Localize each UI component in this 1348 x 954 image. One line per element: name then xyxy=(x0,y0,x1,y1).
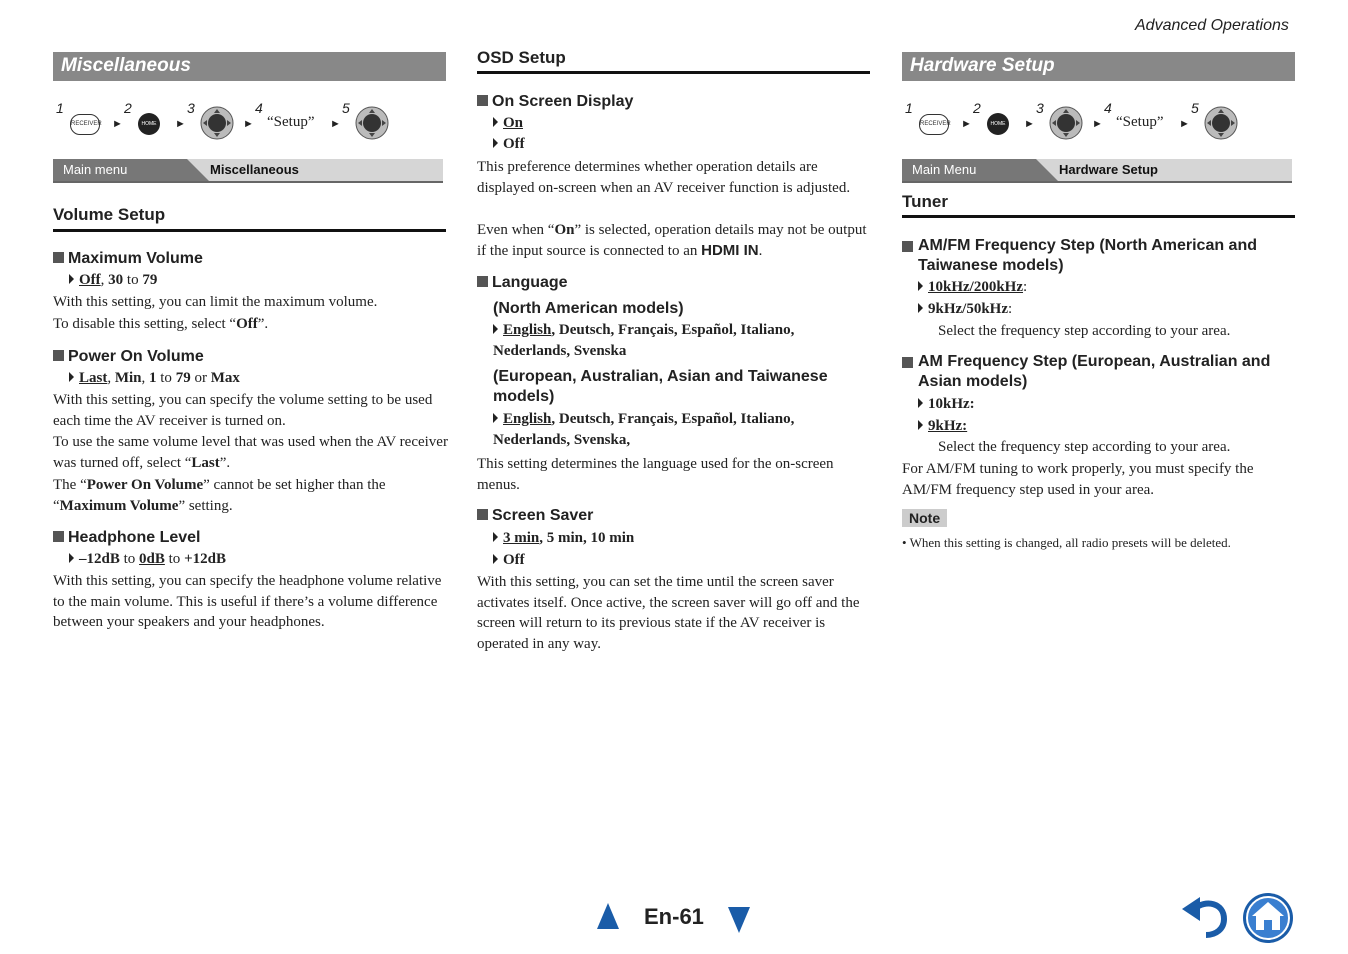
setting-heading: AM/FM Frequency Step (North American and Taiwanese models) xyxy=(902,236,1294,276)
section-title-bar xyxy=(902,52,1295,81)
model-group-heading: (European, Australian, Asian and Taiwanese models) xyxy=(493,368,828,405)
setting-heading: Power On Volume xyxy=(53,347,204,367)
home-button-icon: HOME xyxy=(138,113,160,135)
setting-heading: Language xyxy=(477,273,568,293)
setting-options: 3 min, 5 min, 10 min xyxy=(493,528,634,549)
setting-description: To disable this setting, select “Off”. xyxy=(53,316,269,332)
navigation-steps xyxy=(902,100,1295,144)
step-number: 4 xyxy=(1104,100,1112,116)
setting-options: Last, Min, 1 to 79 or Max xyxy=(69,368,240,389)
subsection-title: Tuner xyxy=(902,192,948,211)
subsection-title: Volume Setup xyxy=(53,205,166,224)
setting-description: This setting determines the language used for the on-screen menus. xyxy=(477,456,834,493)
arrow-icon: ► xyxy=(175,118,186,130)
setting-option: 9kHz/50kHz: xyxy=(918,299,1012,320)
setting-description: With this setting, you can set the time until the screen saver activates itself. Once active, the screen saver will go off and the screen will return to its previous state if the AV receiver is operated in any way. xyxy=(477,574,860,652)
dpad-icon xyxy=(355,106,389,140)
back-icon[interactable] xyxy=(1180,895,1230,939)
step-number: 5 xyxy=(1191,100,1199,116)
home-button-icon: HOME xyxy=(987,113,1009,135)
setting-heading: Screen Saver xyxy=(477,506,593,526)
step-number: 5 xyxy=(342,100,350,116)
setting-description: The “Power On Volume” cannot be set higher than the “Maximum Volume” setting. xyxy=(53,477,386,514)
step-number: 3 xyxy=(1036,100,1044,116)
setting-description: With this setting, you can specify the headphone volume relative to the main volume. This is useful if there’s a volume difference between your speakers and your headphones. xyxy=(53,573,442,631)
menu-path-bar xyxy=(53,159,443,181)
setting-options: English, Deutsch, Français, Español, Italiano, Nederlands, Svenska xyxy=(493,322,795,359)
home-icon[interactable] xyxy=(1242,892,1294,944)
section-title: Miscellaneous xyxy=(61,55,191,76)
receiver-button-icon: RECEIVER xyxy=(70,114,100,135)
setting-options: –12dB to 0dB to +12dB xyxy=(69,549,226,570)
setting-heading: Maximum Volume xyxy=(53,249,203,269)
navigation-steps xyxy=(53,100,446,144)
setting-option: On xyxy=(493,113,523,134)
menu-path-divider xyxy=(183,159,209,181)
setting-description: This preference determines whether operation details are displayed on-screen when an AV receiver function is adjusted. xyxy=(477,159,851,196)
divider xyxy=(477,71,870,74)
setting-heading: On Screen Display xyxy=(477,92,633,112)
model-group-heading: (North American models) xyxy=(493,300,684,317)
arrow-icon: ► xyxy=(1179,118,1190,130)
setting-options: English, Deutsch, Français, Español, Italiano, Nederlands, Svenska, xyxy=(493,411,795,448)
dpad-icon xyxy=(1049,106,1083,140)
arrow-icon: ► xyxy=(330,118,341,130)
section-title-bar xyxy=(53,52,446,81)
setting-description: With this setting, you can specify the volume setting to be used each time the AV receiver is turned on. xyxy=(53,392,433,429)
section-title: Hardware Setup xyxy=(910,55,1055,76)
step-number: 4 xyxy=(255,100,263,116)
setting-option: 9kHz: xyxy=(918,416,967,437)
setting-options: Off, 30 to 79 xyxy=(69,270,157,291)
setting-option: Off xyxy=(493,134,525,155)
note-text: • When this setting is changed, all radio presets will be deleted. xyxy=(902,535,1231,550)
step-number: 1 xyxy=(905,100,913,116)
setting-heading: Headphone Level xyxy=(53,528,200,548)
next-page-icon[interactable] xyxy=(728,907,750,933)
divider xyxy=(53,229,446,232)
menu-path-divider xyxy=(1032,159,1058,181)
setting-option: 10kHz/200kHz: xyxy=(918,277,1027,298)
menu-path-root: Main Menu xyxy=(902,159,1032,181)
arrow-icon: ► xyxy=(1024,118,1035,130)
setting-description: For AM/FM tuning to work properly, you must specify the AM/FM frequency step used in your area. xyxy=(902,461,1254,498)
setting-option: 10kHz: xyxy=(918,394,975,415)
setting-description: To use the same volume level that was used when the AV receiver was turned off, select “Last”. xyxy=(53,434,448,471)
divider xyxy=(902,215,1295,218)
setting-description: Select the frequency step according to your area. xyxy=(938,323,1231,339)
receiver-button-icon: RECEIVER xyxy=(919,114,949,135)
running-header: Advanced Operations xyxy=(1135,17,1289,34)
menu-path-bar xyxy=(902,159,1292,181)
dpad-icon xyxy=(1204,106,1238,140)
arrow-icon: ► xyxy=(961,118,972,130)
menu-path-root: Main menu xyxy=(53,159,183,181)
setting-description: Select the frequency step according to your area. xyxy=(938,439,1231,455)
step-number: 2 xyxy=(973,100,981,116)
dpad-icon xyxy=(200,106,234,140)
arrow-icon: ► xyxy=(112,118,123,130)
previous-page-icon[interactable] xyxy=(597,903,619,929)
arrow-icon: ► xyxy=(243,118,254,130)
step-number: 1 xyxy=(56,100,64,116)
setting-option: Off xyxy=(493,550,525,571)
setup-label: “Setup” xyxy=(267,114,315,130)
arrow-icon: ► xyxy=(1092,118,1103,130)
setup-label: “Setup” xyxy=(1116,114,1164,130)
section-title: OSD Setup xyxy=(477,48,566,67)
note-label: Note xyxy=(902,509,947,527)
menu-path-current: Miscellaneous xyxy=(183,159,443,181)
setting-description: With this setting, you can limit the maximum volume. xyxy=(53,294,378,310)
setting-description: Even when “On” is selected, operation details may not be output if the input source is connected to an HDMI IN. xyxy=(477,222,867,259)
step-number: 3 xyxy=(187,100,195,116)
step-number: 2 xyxy=(124,100,132,116)
page-number: En-61 xyxy=(644,904,704,929)
setting-heading: AM Frequency Step (European, Australian and Asian models) xyxy=(902,352,1294,392)
menu-path-current: Hardware Setup xyxy=(1032,159,1292,181)
